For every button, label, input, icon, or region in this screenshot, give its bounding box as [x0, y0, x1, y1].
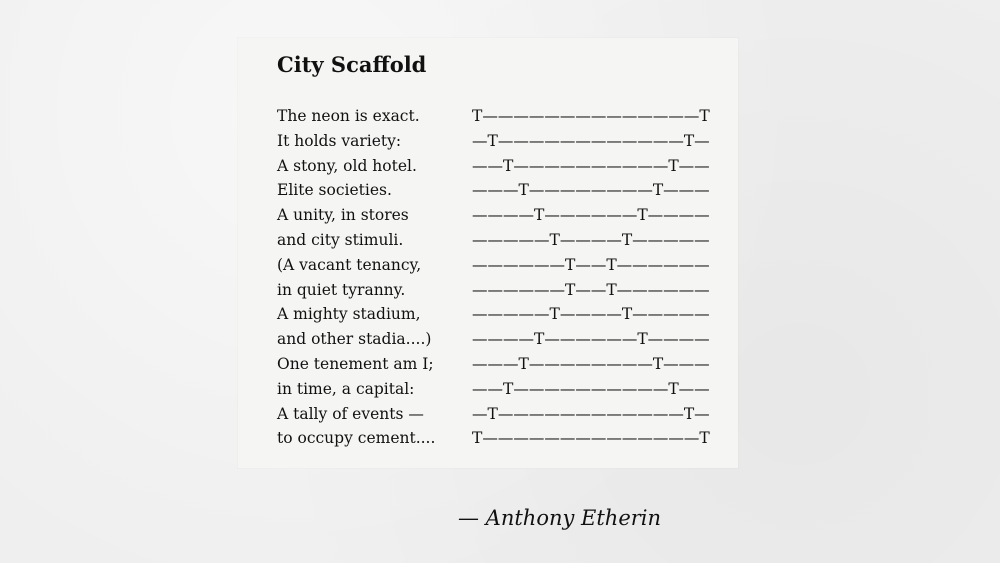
- poem-line-text: It holds variety:: [277, 131, 402, 150]
- poem-line: [277, 402, 717, 427]
- poem-line-pattern: T——————————————T: [472, 429, 710, 448]
- poem-line-text: (A vacant tenancy,: [277, 255, 422, 274]
- author-signature: — Anthony Etherin: [458, 506, 662, 530]
- poem-line-pattern: ——T——————————T——: [472, 379, 710, 398]
- poem-line: [277, 352, 717, 377]
- poem-line-pattern: ———T————————T———: [472, 181, 710, 200]
- poem-line: [277, 178, 717, 203]
- poem-line-text: Elite societies.: [277, 181, 392, 200]
- poem-line-pattern: —T————————————T—: [472, 131, 710, 150]
- poem-line-text: A unity, in stores: [277, 206, 409, 225]
- poem-line-pattern: ———T————————T———: [472, 354, 710, 373]
- poem-line-pattern: ————T——————T————: [472, 206, 710, 225]
- poem-line-text: One tenement am I;: [277, 354, 434, 373]
- poem-title: City Scaffold: [277, 52, 427, 77]
- poem-line-pattern: —T————————————T—: [472, 404, 710, 423]
- poem-line-pattern: ——————T——T——————: [472, 255, 710, 274]
- poem-line-pattern: ——————T——T——————: [472, 280, 710, 299]
- poem-line-pattern: ——T——————————T——: [472, 156, 710, 175]
- poem-line-pattern: —————T————T—————: [472, 230, 710, 249]
- poem-line: [277, 302, 717, 327]
- poem-line-text: and other stadia....): [277, 330, 432, 349]
- poem-line: [277, 154, 717, 179]
- poem-line: [277, 253, 717, 278]
- poem-line: [277, 278, 717, 303]
- poem-line: [277, 203, 717, 228]
- poem-line-text: in quiet tyranny.: [277, 280, 406, 299]
- poem-line: [277, 377, 717, 402]
- poem-line-text: to occupy cement....: [277, 429, 436, 448]
- poem-line-pattern: T——————————————T: [472, 107, 710, 125]
- poem-line-text: A tally of events —: [277, 404, 424, 423]
- poem-line-text: A mighty stadium,: [277, 305, 421, 324]
- poem-line-text: and city stimuli.: [277, 230, 404, 249]
- poem-body: [277, 104, 717, 451]
- poem-line-pattern: —————T————T—————: [472, 305, 710, 324]
- poem-line-pattern: ————T——————T————: [472, 330, 710, 349]
- poem-line-text: in time, a capital:: [277, 379, 415, 398]
- poem-line-text: A stony, old hotel.: [277, 156, 417, 175]
- poem-line: [277, 327, 717, 352]
- poem-line: [277, 129, 717, 154]
- poem-line: [277, 104, 717, 129]
- poem-line: [277, 228, 717, 253]
- poem-line: [277, 426, 717, 451]
- poem-line-text: The neon is exact.: [277, 107, 420, 125]
